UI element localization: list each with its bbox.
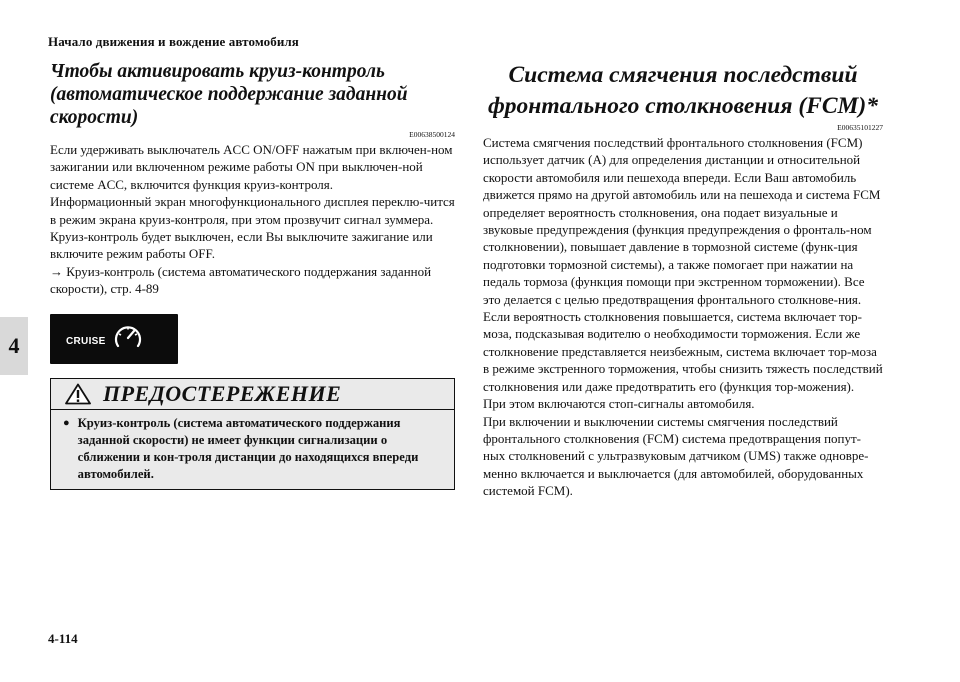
body-paragraph: Круиз-контроль будет выключен, если Вы выключите зажигание или включите режим работы OFF. (50, 229, 433, 262)
body-paragraph: Если удерживать выключатель ACC ON/OFF нажатым при включен-ном зажигании или включенном режиме работы ON при выключен-ной системе ACC, включится функция круиз-контроля. (50, 142, 453, 192)
warning-triangle-icon (65, 383, 91, 405)
section-title-cruise: Чтобы активировать круиз-контроль (автоматическое поддержание заданной скорости) (50, 61, 408, 128)
section-code: E00635101227 (837, 123, 883, 132)
warning-title: ПРЕДОСТЕРЕЖЕНИЕ (103, 380, 342, 406)
left-column (50, 60, 455, 490)
page-number: 4-114 (48, 631, 78, 646)
section-body (50, 141, 455, 298)
cruise-label: CRUISE (66, 335, 106, 347)
body-paragraph: При этом включаются стоп-сигналы автомобиля. (483, 396, 755, 412)
running-header: Начало движения и вождение автомобиля (48, 34, 299, 49)
cruise-indicator (50, 314, 178, 364)
section-code: E00638500124 (409, 130, 455, 139)
body-paragraph: Система смягчения последствий фронтального столкновения (FCM) использует датчик (А) для определения дистанции и относительной скорости автомобиля или пешехода впереди. Если Ваш автомобиль движется прямо на другой автомобиль или на пешехода и система FCM определяет вероятность столкновения, она подает визуальные и звуковые предупреждения (функция предупреждения о фронталь-ном столкновении), повышает давление в тормозной системе (функ-ция подготовки тормозной системы), а также помогает при нажатии на педаль тормоза (функция помощи при экстренном торможении). Все это делается с целью предотвращения фронтального столкнове-ния. (483, 135, 881, 307)
warning-box (50, 378, 455, 490)
right-column (483, 60, 883, 500)
section-body (483, 134, 883, 500)
section-title-fcm: Система смягчения последствий фронтального столкновения (FCM)* (487, 62, 878, 119)
bullet-icon: ● (63, 416, 70, 429)
chapter-tab (0, 317, 28, 375)
warning-text: Круиз-контроль (система автоматического поддержания заданной скорости) не имеет функции сигнализации о сближении и кон-троля дистанции до находящихся впереди автомобилей. (77, 415, 419, 481)
body-paragraph: Если вероятность столкновения повышается, система включает тор-моза, подсказывая водителю о необходимости торможения. Если же столкновение представляется неизбежным, система включает тор-моза в режиме экстренного торможения, чтобы снизить тяжесть последствий столкновения или даже предотвратить его (функция тор-можения). (483, 309, 883, 394)
warning-header (51, 379, 454, 410)
body-paragraph: Информационный экран многофункционального дисплея переклю-чится в режим экрана круиз-контроля, при этом прозвучит сигнал зуммера. (50, 194, 455, 227)
chapter-number: 4 (8, 333, 20, 358)
warning-body (51, 410, 454, 489)
speedometer-icon (110, 320, 146, 356)
body-paragraph: При включении и выключении системы смягчения последствий фронтального столкновения (FCM) система предотвращения попут-ных столкновений с ультразвуковым датчиком (UMS) также одновре-менно включается и выключается (для автомобилей, оборудованных системой FCM). (483, 413, 869, 499)
cross-reference-link[interactable]: → Круиз-контроль (система автоматического поддержания заданной скорости), стр. 4-89 (50, 263, 432, 297)
